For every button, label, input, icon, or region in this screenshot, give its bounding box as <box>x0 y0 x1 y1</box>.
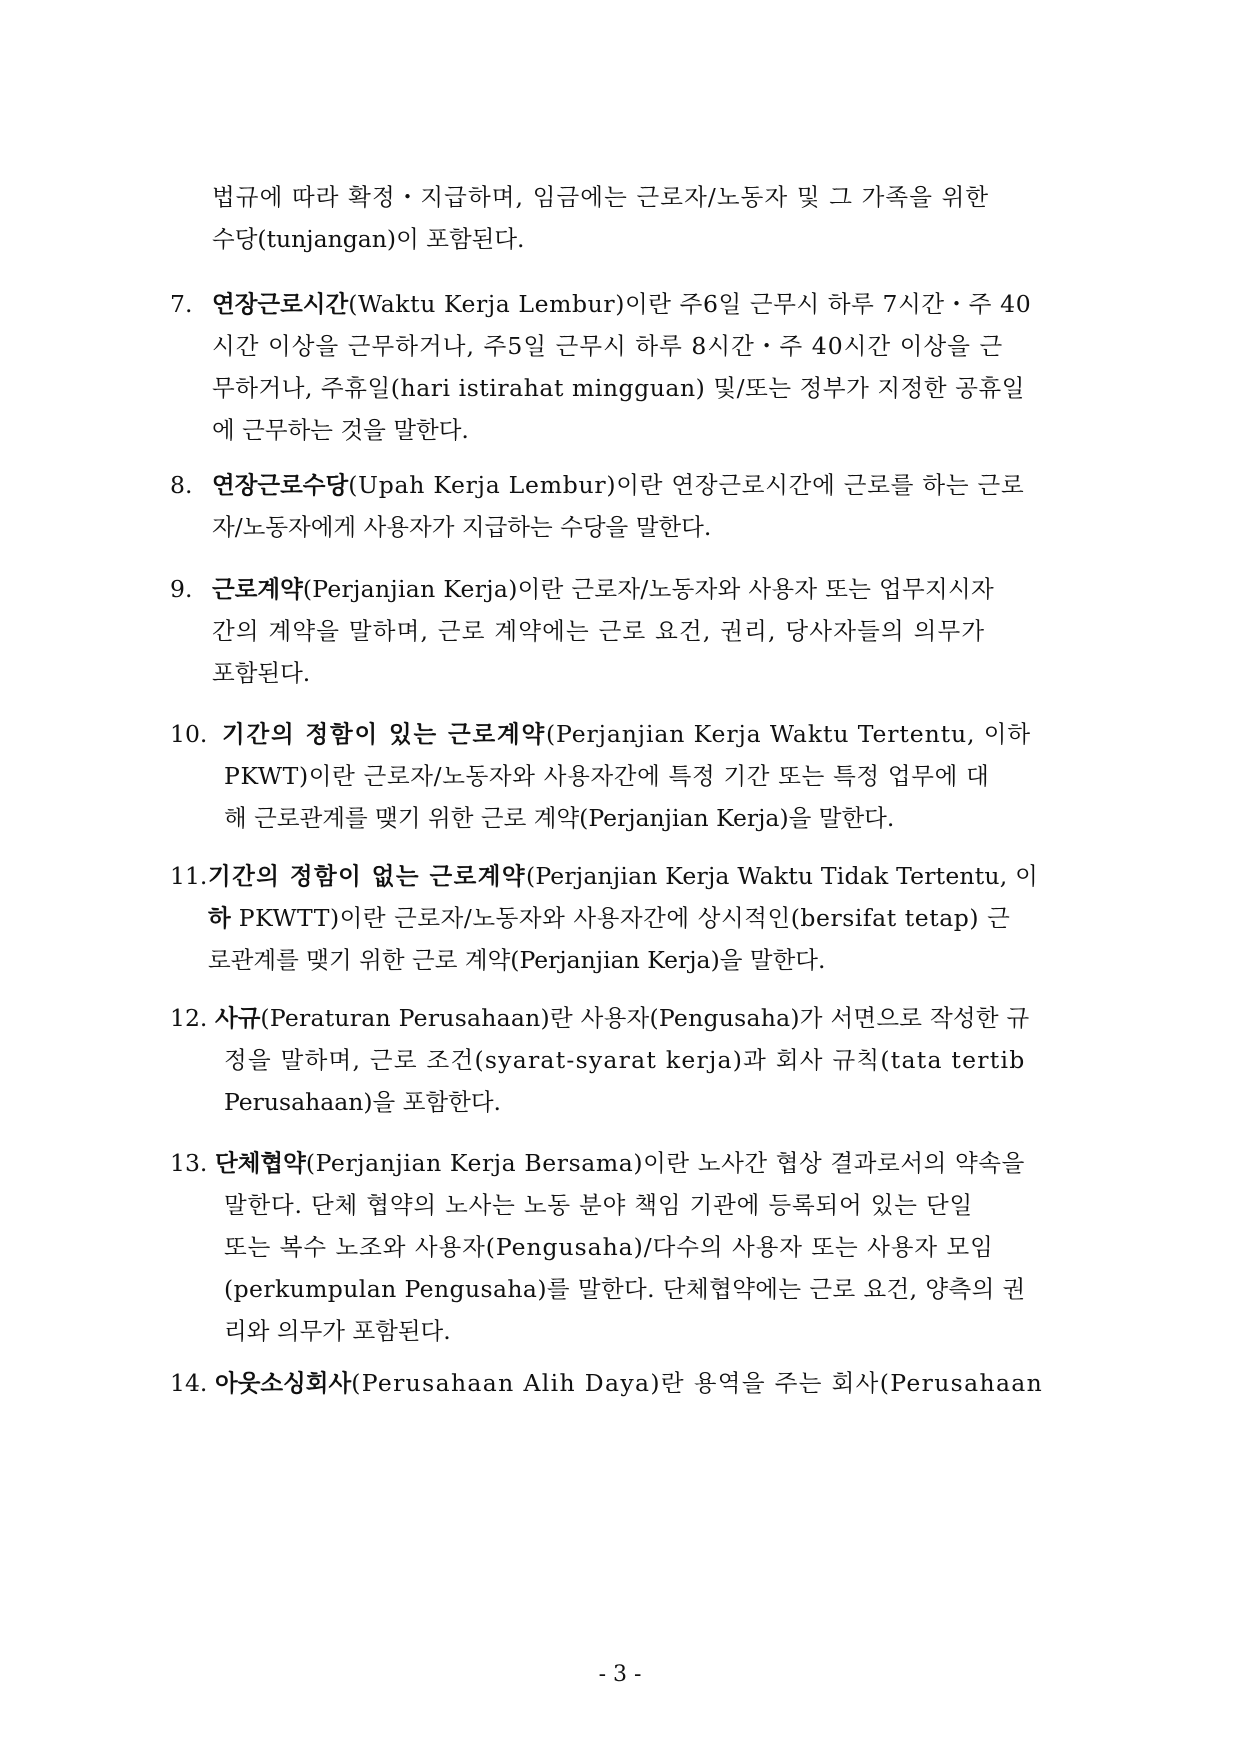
intro-paragraph <box>170 176 1070 260</box>
item-line-2: 정을 말하며, 근로 조건(syarat-syarat kerja)과 회사 규칙(tata tertib <box>224 1046 1026 1074</box>
item-line-1: (Perjanjian Kerja Waktu Tertentu, 이하 <box>545 720 1031 748</box>
item-line-1: (Perjanjian Kerja)이란 근로자/노동자와 사용자 또는 업무지시자 <box>302 575 994 603</box>
definition-item-14 <box>170 1362 1070 1404</box>
definition-item-11 <box>170 855 1070 981</box>
item-line-4: (perkumpulan Pengusaha)를 말한다. 단체협약에는 근로 요건, 양측의 권 <box>224 1275 1026 1303</box>
item-line-2: 시간 이상을 근무하거나, 주5일 근무시 하루 8시간・주 40시간 이상을 근 <box>212 332 1004 360</box>
item-number: 13. <box>170 1149 208 1177</box>
item-line-1: (Perjanjian Kerja Waktu Tidak Tertentu, 이 <box>525 862 1038 890</box>
item-term: 기간의 정함이 없는 근로계약 <box>208 862 526 890</box>
intro-line-2: 수당(tunjangan)이 포함된다. <box>212 225 525 253</box>
intro-line-1: 법규에 따라 확정・지급하며, 임금에는 근로자/노동자 및 그 가족을 위한 <box>212 183 990 211</box>
item-number: 8. <box>170 471 193 499</box>
item-line-2: 자/노동자에게 사용자가 지급하는 수당을 말한다. <box>212 513 712 541</box>
item-number: 11. <box>170 862 208 890</box>
definition-item-9 <box>170 568 1070 694</box>
page-number: - 3 - <box>598 1662 642 1687</box>
item-term: 연장근로수당 <box>212 471 349 499</box>
item-term: 연장근로시간 <box>212 290 349 318</box>
item-line-4: 에 근무하는 것을 말한다. <box>212 416 469 444</box>
item-number: 12. <box>170 1004 208 1032</box>
item-line-1: (Upah Kerja Lembur)이란 연장근로시간에 근로를 하는 근로 <box>348 471 1025 499</box>
item-line-1: (Perusahaan Alih Daya)란 용역을 주는 회사(Perusahaan <box>351 1369 1044 1397</box>
definition-item-13 <box>170 1142 1070 1352</box>
item-line-3: 또는 복수 노조와 사용자(Pengusaha)/다수의 사용자 또는 사용자 모임 <box>224 1233 994 1261</box>
definition-item-8 <box>170 464 1070 548</box>
item-line-2: 간의 계약을 말하며, 근로 계약에는 근로 요건, 권리, 당사자들의 의무가 <box>212 617 986 645</box>
item-term: 근로계약 <box>212 575 303 603</box>
item-line-3: 로관계를 맺기 위한 근로 계약(Perjanjian Kerja)을 말한다. <box>208 946 826 974</box>
item-number: 7. <box>170 290 193 318</box>
item-line-2-bold: 하 <box>208 904 231 932</box>
item-line-1: (Waktu Kerja Lembur)이란 주6일 근무시 하루 7시간・주 40 <box>348 290 1032 318</box>
item-line-5: 리와 의무가 포함된다. <box>224 1317 451 1345</box>
item-line-2: PKWTT)이란 근로자/노동자와 사용자간에 상시적인(bersifat tetap) 근 <box>230 904 1011 932</box>
item-term: 단체협약 <box>215 1149 306 1177</box>
item-line-3: 포함된다. <box>212 659 311 687</box>
item-line-3: 무하거나, 주휴일(hari istirahat mingguan) 및/또는 정부가 지정한 공휴일 <box>212 374 1025 402</box>
definition-item-12 <box>170 997 1070 1123</box>
item-number: 10. <box>170 720 208 748</box>
item-line-1: (Peraturan Perusahaan)란 사용자(Pengusaha)가 서면으로 작성한 규 <box>260 1004 1030 1032</box>
item-term: 아웃소싱회사 <box>215 1369 352 1397</box>
item-number: 14. <box>170 1369 208 1397</box>
item-line-3: 해 근로관계를 맺기 위한 근로 계약(Perjanjian Kerja)을 말한다. <box>224 804 895 832</box>
item-term: 기간의 정함이 있는 근로계약 <box>222 720 546 748</box>
definition-item-7 <box>170 283 1070 451</box>
definition-item-10 <box>170 713 1070 839</box>
item-line-2: 말한다. 단체 협약의 노사는 노동 분야 책임 기관에 등록되어 있는 단일 <box>224 1191 973 1219</box>
item-line-3: Perusahaan)을 포함한다. <box>224 1088 502 1116</box>
item-line-2: PKWT)이란 근로자/노동자와 사용자간에 특정 기간 또는 특정 업무에 대 <box>224 762 990 790</box>
item-term: 사규 <box>215 1004 261 1032</box>
item-line-1: (Perjanjian Kerja Bersama)이란 노사간 협상 결과로서의 약속을 <box>305 1149 1025 1177</box>
item-number: 9. <box>170 575 193 603</box>
